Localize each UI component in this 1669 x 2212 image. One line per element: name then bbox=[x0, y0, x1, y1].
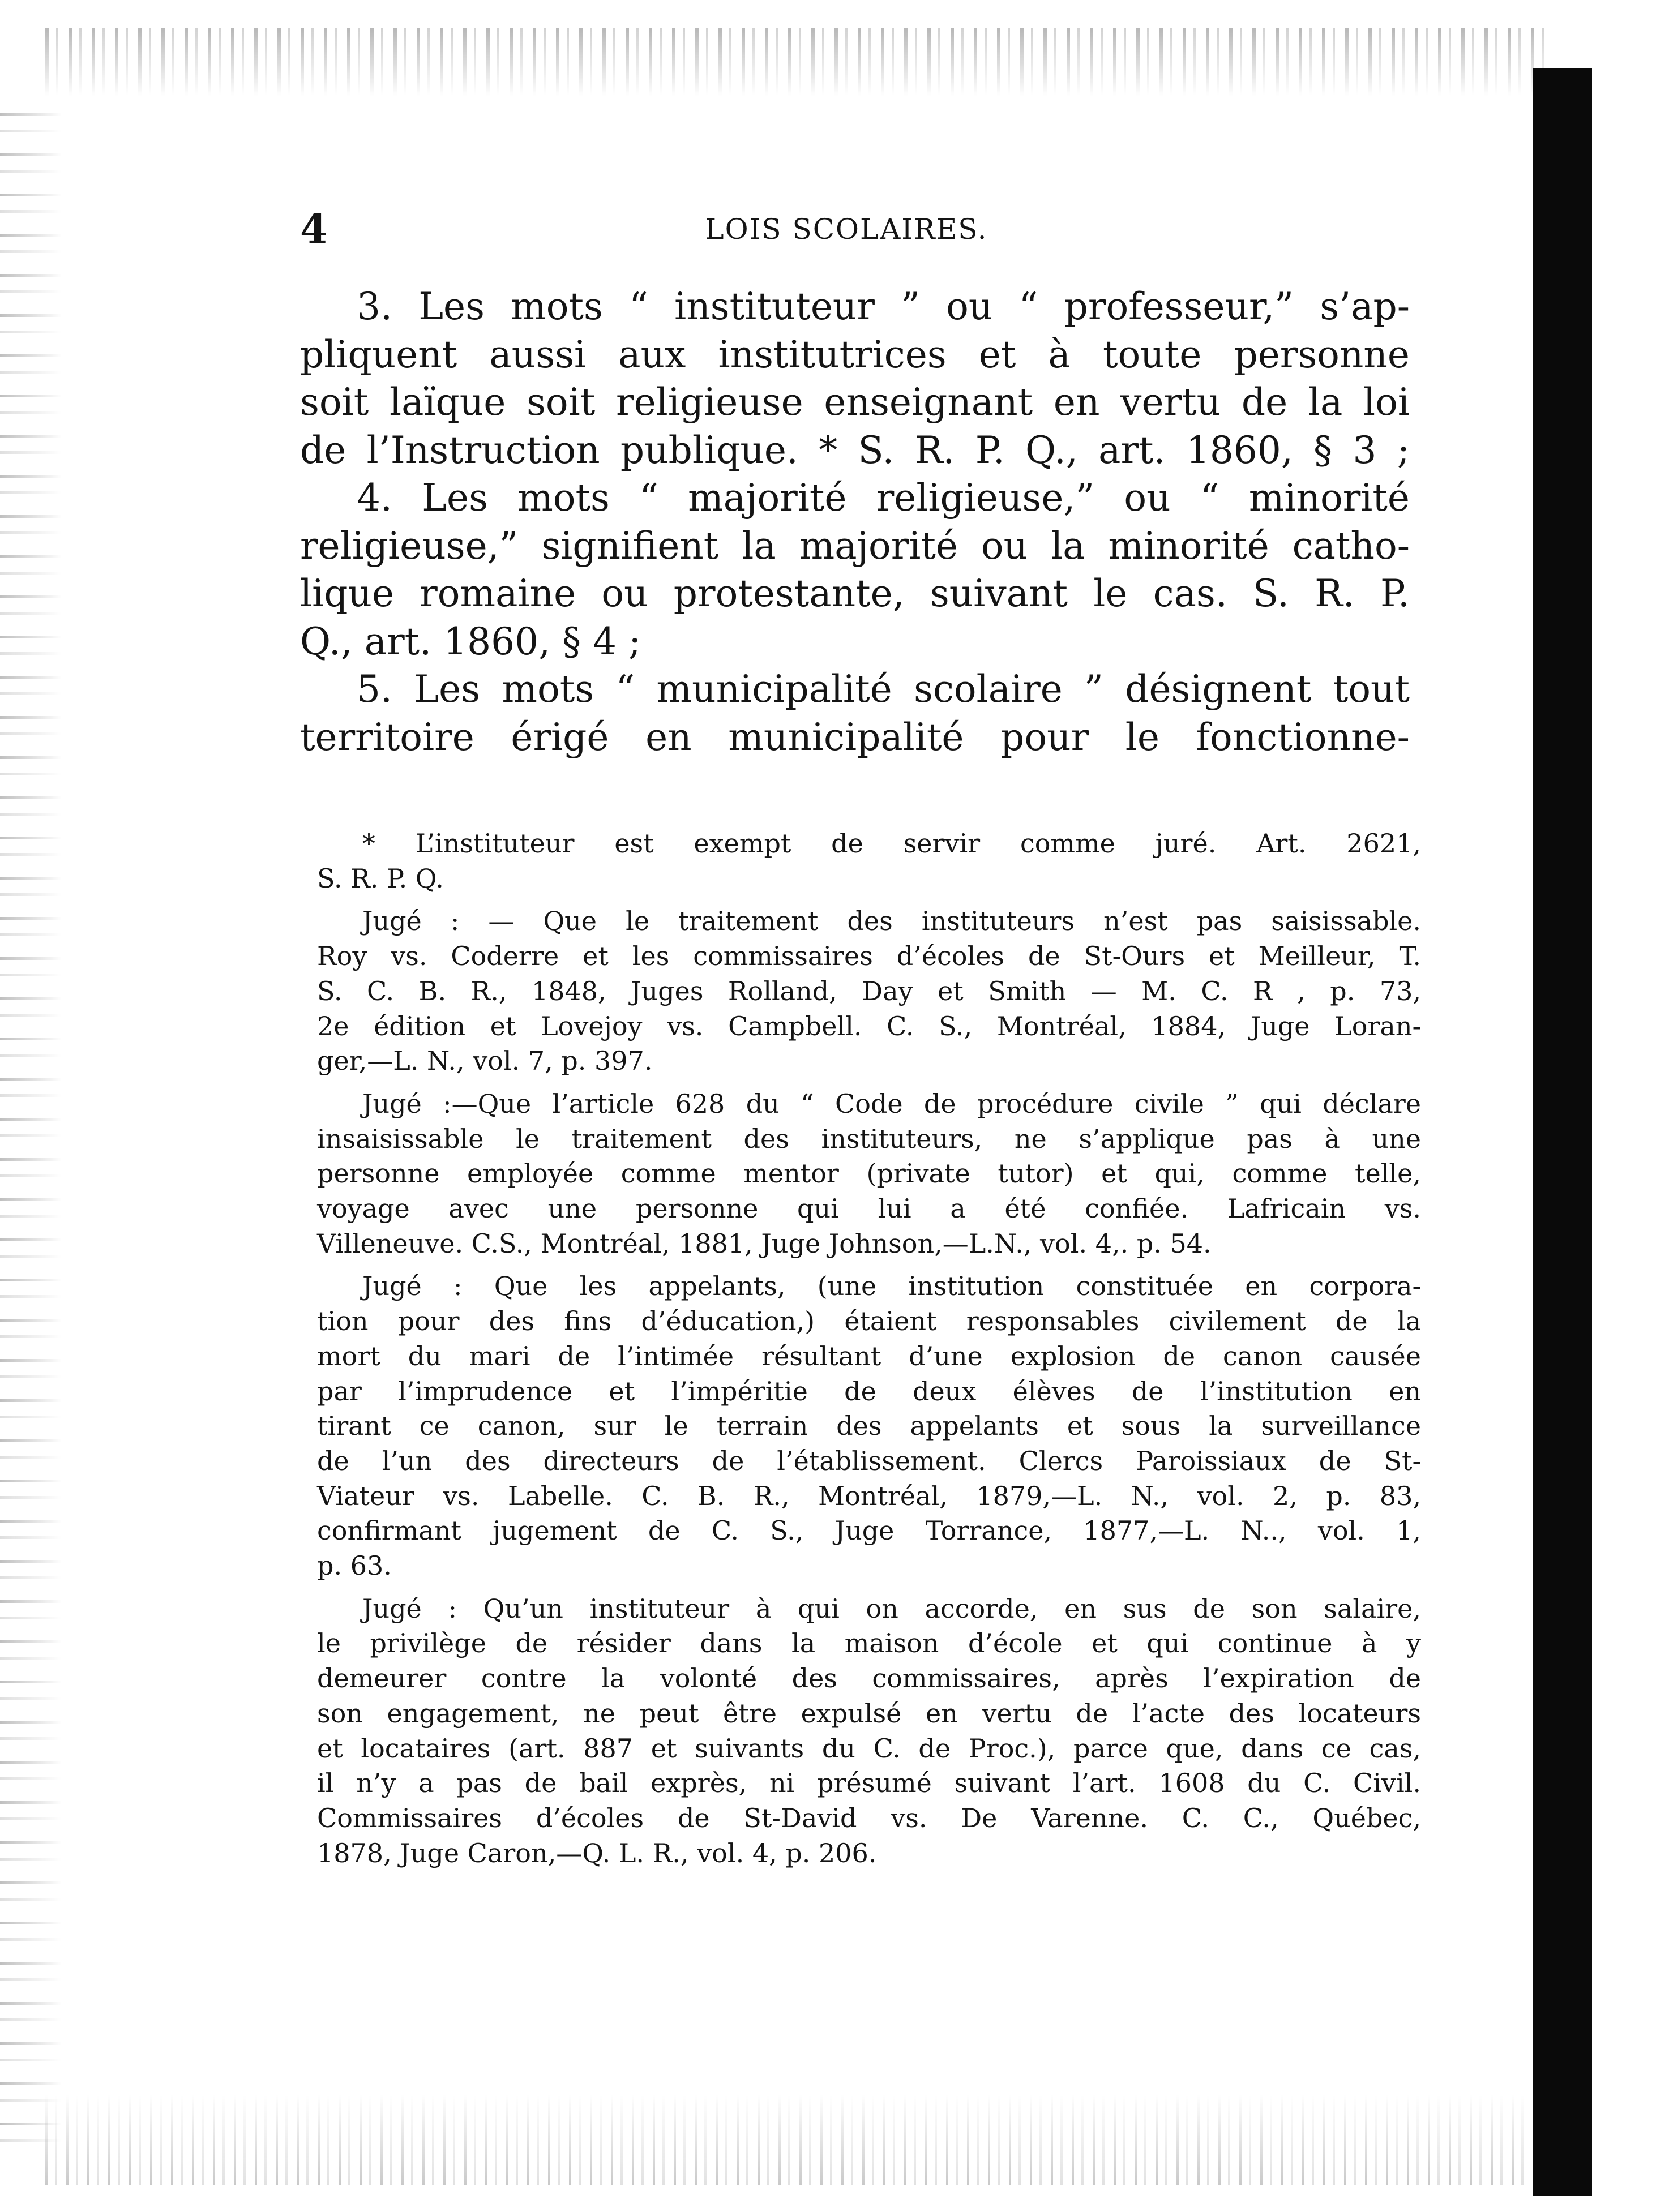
footnote-line: 1878, Juge Caron,—Q. L. R., vol. 4, p. 206. bbox=[317, 1837, 877, 1868]
footnote-line: mort du mari de l’intimée résultant d’une explosion de canon causée bbox=[317, 1340, 1421, 1371]
footnote-line: * L’instituteur est exempt de servir comme juré. Art. 2621, bbox=[362, 828, 1421, 859]
footnotes bbox=[317, 826, 1421, 1879]
footnote-line: de l’un des directeurs de l’établissement. Clercs Paroissiaux de St- bbox=[317, 1445, 1421, 1476]
footnote-line: demeurer contre la volonté des commissaires, après l’expiration de bbox=[317, 1663, 1421, 1694]
main-line: pliquent aussi aux institutrices et à toute personne bbox=[300, 332, 1410, 376]
footnote-line: personne employée comme mentor (private tutor) et qui, comme telle, bbox=[317, 1158, 1421, 1189]
footnote bbox=[317, 1087, 1421, 1262]
main-line: de l’Instruction publique. * S. R. P. Q., art. 1860, § 3 ; bbox=[300, 428, 1410, 472]
footnote-line: par l’imprudence et l’impéritie de deux élèves de l’institution en bbox=[317, 1375, 1421, 1407]
footnote-line: son engagement, ne peut être expulsé en vertu de l’acte des locateurs bbox=[317, 1697, 1421, 1729]
footnote bbox=[317, 1269, 1421, 1583]
footnote-line: et locataires (art. 887 et suivants du C. de Proc.), parce que, dans ce cas, bbox=[317, 1733, 1421, 1764]
footnote bbox=[317, 904, 1421, 1079]
footnote-line: S. C. B. R., 1848, Juges Rolland, Day et Smith — M. C. R , p. 73, bbox=[317, 975, 1421, 1006]
scan-noise-left bbox=[0, 113, 62, 2151]
page-header bbox=[300, 204, 1393, 255]
footnote-line: le privilège de résider dans la maison d’école et qui continue à y bbox=[317, 1628, 1421, 1659]
footnote-line: Commissaires d’écoles de St-David vs. De Varenne. C. C., Québec, bbox=[317, 1802, 1421, 1833]
footnote-line: insaisissable le traitement des instituteurs, ne s’applique pas à une bbox=[317, 1123, 1421, 1154]
footnote bbox=[317, 1592, 1421, 1871]
footnote-line: 2e édition et Lovejoy vs. Campbell. C. S., Montréal, 1884, Juge Loran- bbox=[317, 1010, 1421, 1041]
footnote-line: p. 63. bbox=[317, 1550, 392, 1581]
footnote-line: tion pour des fins d’éducation,) étaient responsables civilement de la bbox=[317, 1306, 1421, 1337]
main-line: lique romaine ou protestante, suivant le cas. S. R. P. bbox=[300, 572, 1410, 615]
page-number: 4 bbox=[300, 205, 328, 252]
footnote-line: Jugé : Qu’un instituteur à qui on accorde, en sus de son salaire, bbox=[362, 1593, 1421, 1624]
running-head: LOIS SCOLAIRES. bbox=[705, 213, 988, 246]
footnote-line: ger,—L. N., vol. 7, p. 397. bbox=[317, 1045, 653, 1077]
main-line: territoire érigé en municipalité pour le fonctionne- bbox=[300, 715, 1410, 759]
scan-noise-bottom bbox=[45, 2094, 1574, 2185]
main-line: Q., art. 1860, § 4 ; bbox=[300, 619, 641, 663]
footnote-line: Villeneuve. C.S., Montréal, 1881, Juge Johnson,—L.N., vol. 4,. p. 54. bbox=[317, 1228, 1212, 1259]
main-line: 5. Les mots “ municipalité scolaire ” désignent tout bbox=[357, 667, 1410, 711]
footnote-line: il n’y a pas de bail exprès, ni présumé suivant l’art. 1608 du C. Civil. bbox=[317, 1768, 1421, 1799]
scan-edge-shadow bbox=[1533, 68, 1592, 2196]
footnote-line: S. R. P. Q. bbox=[317, 863, 444, 894]
footnote-line: voyage avec une personne qui lui a été confiée. Lafricain vs. bbox=[317, 1193, 1421, 1224]
main-line: religieuse,” signifient la majorité ou la minorité catho- bbox=[300, 524, 1410, 568]
footnote-line: Jugé : Que les appelants, (une institution constituée en corpora- bbox=[362, 1271, 1421, 1302]
footnote-line: Jugé :—Que l’article 628 du “ Code de procédure civile ” qui déclare bbox=[362, 1088, 1421, 1119]
footnote-line: Viateur vs. Labelle. C. B. R., Montréal, 1879,—L. N., vol. 2, p. 83, bbox=[317, 1480, 1421, 1511]
scan-noise-top bbox=[45, 28, 1551, 96]
main-line: 3. Les mots “ instituteur ” ou “ professeur,” s’ap- bbox=[357, 285, 1410, 328]
main-text bbox=[300, 283, 1410, 761]
footnote-line: tirant ce canon, sur le terrain des appelants et sous la surveillance bbox=[317, 1411, 1421, 1442]
footnote-line: Jugé : — Que le traitement des instituteurs n’est pas saisissable. bbox=[362, 906, 1421, 937]
main-line: soit laïque soit religieuse enseignant en vertu de la loi bbox=[300, 380, 1410, 424]
footnote-line: confirmant jugement de C. S., Juge Torrance, 1877,—L. N.., vol. 1, bbox=[317, 1515, 1421, 1546]
footnote-line: Roy vs. Coderre et les commissaires d’écoles de St-Ours et Meilleur, T. bbox=[317, 941, 1421, 972]
footnote bbox=[317, 826, 1421, 896]
main-line: 4. Les mots “ majorité religieuse,” ou “ minorité bbox=[357, 476, 1410, 520]
